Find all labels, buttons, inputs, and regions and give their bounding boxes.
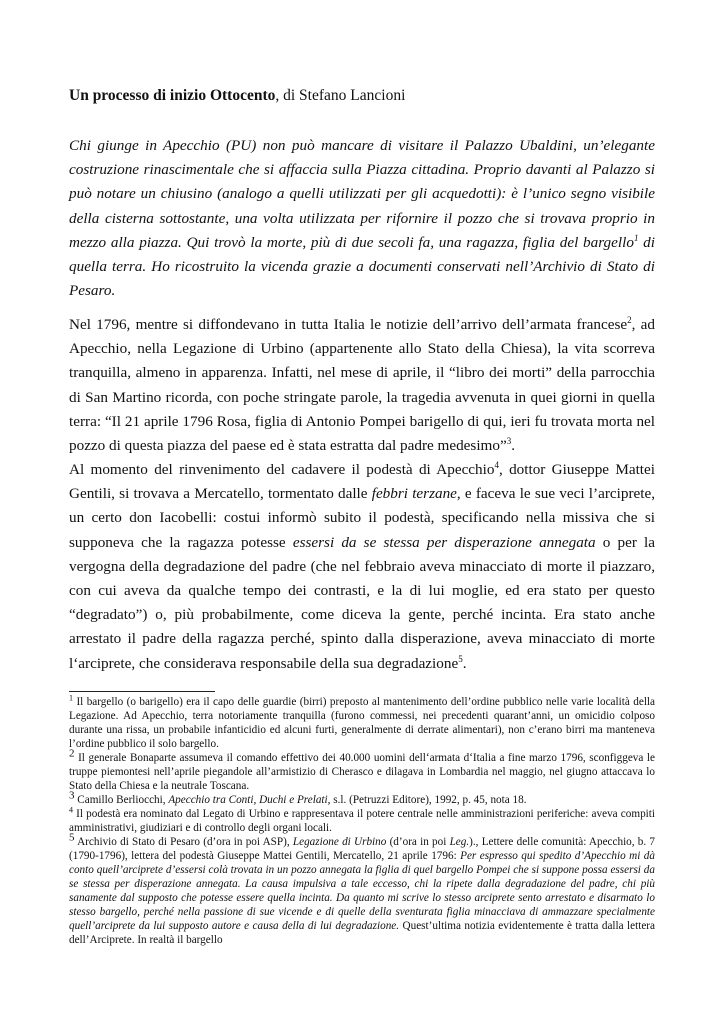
intro-text-2: di quella terra. Ho ricostruito la vicenda grazie a documenti conservati nell’Archivio di Stato di Pesaro. bbox=[69, 233, 655, 300]
footnote-3 bbox=[69, 789, 655, 807]
footnote-3-text-a: Camillo Berliocchi, bbox=[74, 794, 169, 806]
title-bold: Un processo di inizio Ottocento bbox=[69, 87, 276, 104]
footnotes bbox=[69, 695, 655, 947]
page-title bbox=[69, 86, 659, 106]
body2-italic-1: febbri terzane bbox=[371, 485, 457, 503]
footnote-2-number: 2 bbox=[69, 747, 75, 760]
body2-d: o per la vergogna della degradazione del padre (che nel febbraio aveva minacciato di morte il piazzaro, con cui aveva da qualche tempo dei contrasti, e la di lui moglie, ed era stato per questo “degradato”) o, più probabilmente, come diceva la gente, perché incinta. Era stato anche arrestato il padre della ragazza perché, spinto dalla disperazione, aveva minacciato di morte l‘arciprete, che considerava responsabile della sua degradazione bbox=[69, 533, 656, 672]
footnote-5-text-b: (d’ora in poi bbox=[386, 836, 450, 848]
footnote-1-text: Il bargello (o barigello) era il capo delle guardie (birri) preposto al mantenimento dell’ordine pubblico nelle varie località della Legazione. Ad Apecchio, terra notoriamente tranquilla (furono commessi, nei precedenti quarant’anni, un omicidio colposo durante una rissa, un probabile infanticidio ed alcuni furti, generalmente di derrate alimentari), non c’erano birri ma manteneva l’ordine pubblico il solo bargello. bbox=[69, 696, 655, 750]
footnote-ref-1[interactable]: 1 bbox=[633, 232, 639, 243]
body2-a: Al momento del rinvenimento del cadavere il podestà di Apecchio bbox=[69, 461, 495, 478]
body2-c: , e faceva le sue veci l’arciprete, un certo don Iacobelli: costui informò subito il podestà, specificando nella missiva che si supponeva che la ragazza potesse bbox=[69, 485, 655, 551]
footnote-ref-4[interactable]: 4 bbox=[494, 459, 499, 470]
footnote-2-text: Il generale Bonaparte assumeva il comando effettivo dei 40.000 uomini dell‘armata d‘Italia a fine marzo 1796, sconfiggeva le truppe piemontesi nell’aprile piegandole all’armistizio di Cherasco e dilagava in Lombardia nel maggio, nel giugno attaccava lo Stato della Chiesa e la neutrale Toscana. bbox=[69, 752, 655, 792]
footnote-3-text-b: , s.l. (Petruzzi Editore), 1992, p. 45, nota 18. bbox=[327, 794, 527, 806]
footnote-1-number: 1 bbox=[69, 693, 73, 703]
footnote-5-italic-3: Per espresso qui spedito d’Apecchio mi dà conto quell’arciprete d’essersi colà trovata in un pozzo annegata la figlia di quel bargello Pompei che si suppone possa essersi da se stessa per disperazione annegata. La causa impulsiva a tale eccesso, chi la ripete dalla degradazione del padre, chi più sanamente dal supposto che potesse essere quella incinta. Da quanto mi scrive lo stesso arciprete sento arrestato e disarmato lo stesso bargello, perché nella passione di sue vicende e di quelle della sventurata figlia minacciava di ammazzare specialmente quell’arciprete da lui supposto autore e causa della di lui degradazione. bbox=[69, 850, 655, 932]
footnote-4 bbox=[69, 807, 655, 835]
intro-text: Chi giunge in Apecchio (PU) non può mancare di visitare il Palazzo Ubaldini, un’elegante costruzione rinascimentale che si affaccia sulla Piazza cittadina. Proprio davanti al Palazzo si può notare un chiusino (analogo a quelli utilizzati per gli acquedotti): è l’unico segno visibile della cisterna sottostante, una volta utilizzata per rifornire il pozzo che si trovava proprio in mezzo alla piazza. Qui trovò la morte, più di due secoli fa, una ragazza, figlia del bargello bbox=[69, 137, 655, 251]
footnote-3-number: 3 bbox=[69, 789, 75, 802]
footnote-5 bbox=[69, 831, 655, 947]
footnote-5-italic-1: Legazione di Urbino bbox=[292, 836, 387, 848]
footnote-2 bbox=[69, 747, 655, 793]
body-paragraph-1 bbox=[69, 313, 655, 458]
footnote-5-text-c: )., Lettere delle comunità: Apecchio, b. 7 (1790-1796), lettera del podestà Giuseppe Mattei Gentili, Mercatello, 21 aprile 1796: bbox=[69, 836, 655, 862]
body1-a: Nel 1796, mentre si diffondevano in tutta Italia le notizie dell’arrivo dell’armata francese bbox=[69, 316, 628, 333]
footnote-1 bbox=[69, 695, 655, 751]
footnote-3-italic: Apecchio tra Conti, Duchi e Prelati bbox=[168, 794, 328, 806]
body-paragraph-2 bbox=[69, 458, 655, 676]
title-author: , di Stefano Lancioni bbox=[275, 87, 406, 104]
footnote-ref-5[interactable]: 5 bbox=[458, 653, 463, 664]
body1-c: . bbox=[511, 437, 515, 455]
footnote-5-italic-2: Leg. bbox=[449, 836, 470, 848]
footnote-4-number: 4 bbox=[69, 805, 73, 815]
body2-e: . bbox=[462, 654, 467, 672]
intro-paragraph bbox=[69, 134, 655, 303]
footnote-4-text: Il podestà era nominato dal Legato di Urbino e rappresentava il potere centrale nelle amministrazioni periferiche: aveva compiti amministrativi, giudiziari e di controllo degli organi locali. bbox=[69, 808, 655, 834]
body2-italic-2: essersi da se stessa per disperazione annegata bbox=[292, 533, 596, 551]
footnote-5-text-a: Archivio di Stato di Pesaro (d’ora in poi ASP), bbox=[74, 836, 293, 848]
footnote-ref-3[interactable]: 3 bbox=[506, 435, 512, 446]
footnote-separator bbox=[69, 691, 215, 692]
body2-b: , dottor Giuseppe Mattei Gentili, si trovava a Mercatello, tormentato dalle bbox=[69, 461, 655, 503]
body1-b: , ad Apecchio, nella Legazione di Urbino (appartenente allo Stato della Chiesa), la vita scorreva tranquilla, almeno in apparenza. Infatti, nel mese di aprile, il “libro dei morti” della parrocchia di San Martino ricorda, con poche stringate parole, la tragedia avvenuta in quei giorni in quella terra: “Il 21 aprile 1796 Rosa, figlia di Antonio Pompei barigello di qui, ieri fu trovata morta nel pozzo di questa piazza del paese ed è stata estratta dal padre medesimo” bbox=[69, 316, 655, 455]
footnote-5-text-d: Quest’ultima notizia evidentemente è tratta dalla lettera dell’Arciprete. In realtà il bargello bbox=[69, 920, 655, 946]
footnote-5-number: 5 bbox=[69, 831, 75, 844]
footnote-ref-2[interactable]: 2 bbox=[627, 314, 632, 325]
